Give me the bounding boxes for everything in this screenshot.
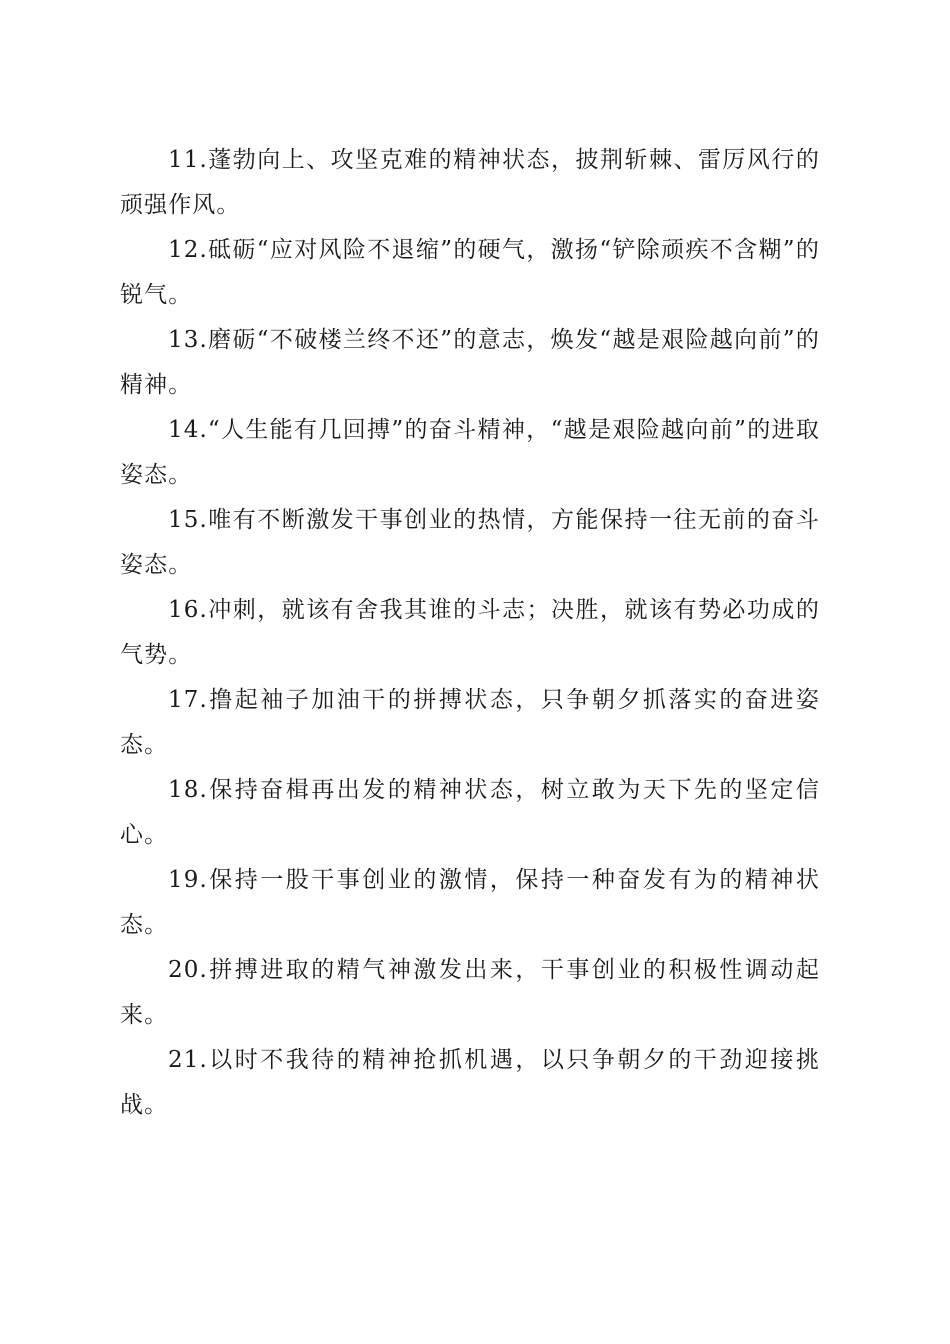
- document-body: [120, 138, 820, 1128]
- paragraph-20: 20.拼搏进取的精气神激发出来，干事创业的积极性调动起来。: [120, 957, 820, 1028]
- paragraph-21: 21.以时不我待的精神抢抓机遇，以只争朝夕的干劲迎接挑战。: [120, 1047, 820, 1118]
- paragraph-15: 15.唯有不断激发干事创业的热情，方能保持一往无前的奋斗姿态。: [120, 507, 820, 578]
- paragraph-11: 11.蓬勃向上、攻坚克难的精神状态，披荆斩棘、雷厉风行的顽强作风。: [120, 147, 820, 218]
- paragraph-18: 18.保持奋楫再出发的精神状态，树立敢为天下先的坚定信心。: [120, 777, 820, 848]
- paragraph-13: 13.磨砺“不破楼兰终不还”的意志，焕发“越是艰险越向前”的精神。: [120, 327, 820, 398]
- paragraph-17: 17.撸起袖子加油干的拼搏状态，只争朝夕抓落实的奋进姿态。: [120, 687, 820, 758]
- paragraph-19: 19.保持一股干事创业的激情，保持一种奋发有为的精神状态。: [120, 867, 820, 938]
- paragraph-16: 16.冲刺，就该有舍我其谁的斗志；决胜，就该有势必功成的气势。: [120, 597, 820, 668]
- paragraph-14: 14.“人生能有几回搏”的奋斗精神，“越是艰险越向前”的进取姿态。: [120, 417, 820, 488]
- paragraph-12: 12.砥砺“应对风险不退缩”的硬气，激扬“铲除顽疾不含糊”的锐气。: [120, 237, 820, 308]
